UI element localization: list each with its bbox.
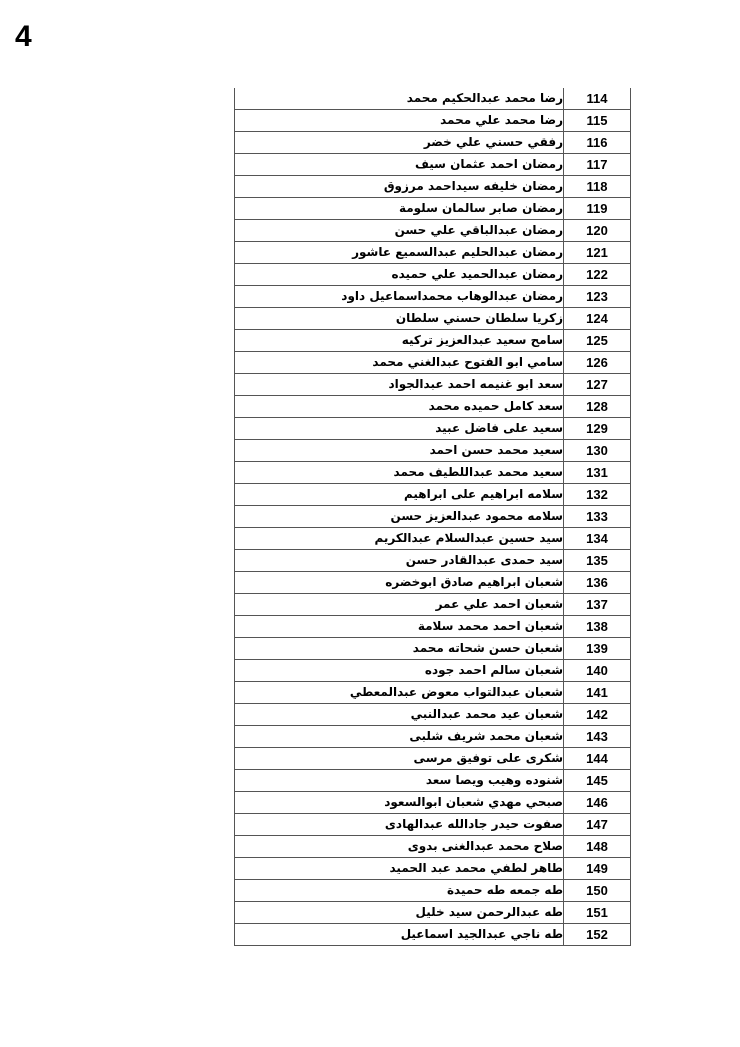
number-cell: 149 xyxy=(564,858,631,880)
table-row xyxy=(235,506,631,528)
table-row xyxy=(235,528,631,550)
table-row xyxy=(235,902,631,924)
name-cell: شنوده وهيب ويصا سعد xyxy=(235,770,564,792)
table-row xyxy=(235,484,631,506)
name-cell: سيد حمدى عبدالقادر حسن xyxy=(235,550,564,572)
number-cell: 150 xyxy=(564,880,631,902)
number-cell: 133 xyxy=(564,506,631,528)
number-cell: 127 xyxy=(564,374,631,396)
table-row xyxy=(235,924,631,946)
number-cell: 124 xyxy=(564,308,631,330)
number-cell: 146 xyxy=(564,792,631,814)
number-cell: 147 xyxy=(564,814,631,836)
table-row xyxy=(235,836,631,858)
table-row xyxy=(235,352,631,374)
table-row xyxy=(235,880,631,902)
table-row xyxy=(235,616,631,638)
number-cell: 148 xyxy=(564,836,631,858)
name-cell: طه ناجي عبدالجيد اسماعيل xyxy=(235,924,564,946)
number-cell: 138 xyxy=(564,616,631,638)
number-cell: 135 xyxy=(564,550,631,572)
table-row xyxy=(235,176,631,198)
name-cell: رفقي حسني علي خضر xyxy=(235,132,564,154)
name-cell: سامي ابو الفتوح عبدالغني محمد xyxy=(235,352,564,374)
number-cell: 119 xyxy=(564,198,631,220)
table-row xyxy=(235,550,631,572)
table-row xyxy=(235,242,631,264)
table-row xyxy=(235,396,631,418)
table-row xyxy=(235,88,631,110)
number-cell: 151 xyxy=(564,902,631,924)
table-row xyxy=(235,638,631,660)
name-cell: سعيد محمد عبداللطيف محمد xyxy=(235,462,564,484)
name-cell: سعد ابو غنيمه احمد عبدالجواد xyxy=(235,374,564,396)
number-cell: 122 xyxy=(564,264,631,286)
table-row xyxy=(235,704,631,726)
table-row xyxy=(235,572,631,594)
table-row xyxy=(235,308,631,330)
number-cell: 143 xyxy=(564,726,631,748)
table-row xyxy=(235,594,631,616)
name-cell: سلامه محمود عبدالعزيز حسن xyxy=(235,506,564,528)
table-row xyxy=(235,198,631,220)
table-row xyxy=(235,792,631,814)
table-row xyxy=(235,726,631,748)
table-row xyxy=(235,682,631,704)
table-row xyxy=(235,132,631,154)
number-cell: 118 xyxy=(564,176,631,198)
number-cell: 126 xyxy=(564,352,631,374)
name-cell: شعبان احمد علي عمر xyxy=(235,594,564,616)
number-cell: 129 xyxy=(564,418,631,440)
table-row xyxy=(235,110,631,132)
names-table-body xyxy=(235,88,631,946)
name-cell: رمضان خليفه سيداحمد مرزوق xyxy=(235,176,564,198)
name-cell: رمضان عبدالحميد علي حميده xyxy=(235,264,564,286)
number-cell: 132 xyxy=(564,484,631,506)
table-row xyxy=(235,462,631,484)
name-cell: سامح سعيد عبدالعزيز تركيه xyxy=(235,330,564,352)
number-cell: 116 xyxy=(564,132,631,154)
name-cell: شعبان احمد محمد سلامة xyxy=(235,616,564,638)
table-row xyxy=(235,154,631,176)
table-row xyxy=(235,220,631,242)
name-cell: زكريا سلطان حسني سلطان xyxy=(235,308,564,330)
number-cell: 139 xyxy=(564,638,631,660)
table-row xyxy=(235,418,631,440)
name-cell: صبحي مهدي شعبان ابوالسعود xyxy=(235,792,564,814)
table-row xyxy=(235,330,631,352)
number-cell: 117 xyxy=(564,154,631,176)
name-cell: رمضان صابر سالمان سلومة xyxy=(235,198,564,220)
name-cell: شعبان عبدالتواب معوض عبدالمعطي xyxy=(235,682,564,704)
table-row xyxy=(235,286,631,308)
table-row xyxy=(235,770,631,792)
names-table xyxy=(234,88,631,946)
name-cell: شعبان حسن شحاته محمد xyxy=(235,638,564,660)
name-cell: رمضان عبدالحليم عبدالسميع عاشور xyxy=(235,242,564,264)
number-cell: 137 xyxy=(564,594,631,616)
name-cell: طه جمعه طه حميدة xyxy=(235,880,564,902)
name-cell: شكرى على توفيق مرسى xyxy=(235,748,564,770)
table-row xyxy=(235,814,631,836)
name-cell: رمضان عبدالباقي علي حسن xyxy=(235,220,564,242)
number-cell: 142 xyxy=(564,704,631,726)
table-row xyxy=(235,660,631,682)
number-cell: 144 xyxy=(564,748,631,770)
name-cell: رمضان احمد عثمان سيف xyxy=(235,154,564,176)
number-cell: 115 xyxy=(564,110,631,132)
table-row xyxy=(235,440,631,462)
number-cell: 130 xyxy=(564,440,631,462)
name-cell: شعبان ابراهيم صادق ابوخضره xyxy=(235,572,564,594)
name-cell: شعبان محمد شريف شلبى xyxy=(235,726,564,748)
number-cell: 128 xyxy=(564,396,631,418)
name-cell: شعبان عيد محمد عبدالنبي xyxy=(235,704,564,726)
number-cell: 120 xyxy=(564,220,631,242)
name-cell: رضا محمد علي محمد xyxy=(235,110,564,132)
table-row xyxy=(235,374,631,396)
table-row xyxy=(235,748,631,770)
number-cell: 152 xyxy=(564,924,631,946)
name-cell: سعيد محمد حسن احمد xyxy=(235,440,564,462)
number-cell: 121 xyxy=(564,242,631,264)
number-cell: 141 xyxy=(564,682,631,704)
name-cell: صفوت حيدر جادالله عبدالهادى xyxy=(235,814,564,836)
name-cell: صلاح محمد عبدالغنى بدوى xyxy=(235,836,564,858)
name-cell: سيد حسين عبدالسلام عبدالكريم xyxy=(235,528,564,550)
name-cell: سعيد على فاضل عبيد xyxy=(235,418,564,440)
page-number: 4 xyxy=(15,20,32,53)
table-row xyxy=(235,264,631,286)
number-cell: 125 xyxy=(564,330,631,352)
number-cell: 145 xyxy=(564,770,631,792)
name-cell: شعبان سالم احمد جوده xyxy=(235,660,564,682)
number-cell: 131 xyxy=(564,462,631,484)
name-cell: سلامه ابراهيم على ابراهيم xyxy=(235,484,564,506)
number-cell: 140 xyxy=(564,660,631,682)
name-cell: رضا محمد عبدالحكيم محمد xyxy=(235,88,564,110)
number-cell: 123 xyxy=(564,286,631,308)
name-cell: طه عبدالرحمن سيد خليل xyxy=(235,902,564,924)
name-cell: سعد كامل حميده محمد xyxy=(235,396,564,418)
number-cell: 134 xyxy=(564,528,631,550)
number-cell: 136 xyxy=(564,572,631,594)
table-row xyxy=(235,858,631,880)
name-cell: طاهر لطفي محمد عبد الحميد xyxy=(235,858,564,880)
name-cell: رمضان عبدالوهاب محمداسماعيل داود xyxy=(235,286,564,308)
number-cell: 114 xyxy=(564,88,631,110)
